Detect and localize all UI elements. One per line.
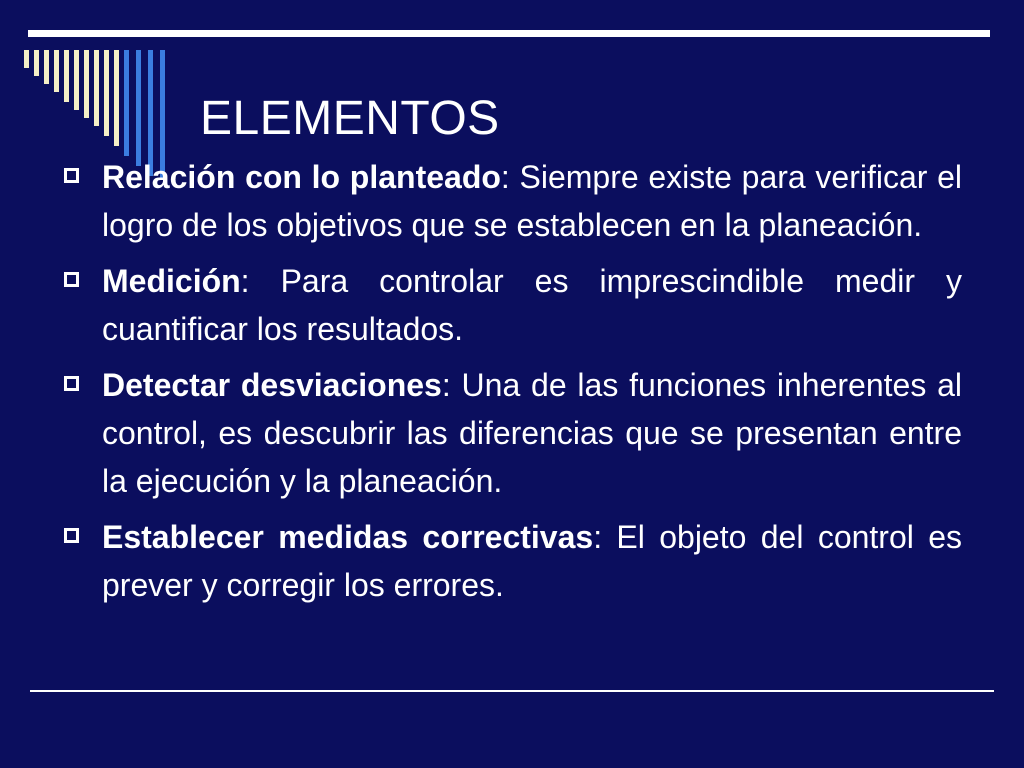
bullet-term: Relación con lo planteado — [102, 159, 501, 195]
hollow-square-bullet-icon — [64, 528, 79, 543]
top-rule — [28, 30, 990, 37]
bullet-item-relacion — [62, 153, 962, 249]
bullet-text: El objeto del control es prever y corregir los errores. — [102, 519, 963, 603]
bullet-separator: : — [240, 263, 250, 299]
stripe-7 — [84, 50, 89, 118]
bullet-item-medicion — [62, 257, 962, 353]
bullet-separator: : — [441, 367, 451, 403]
bullet-term: Detectar desviaciones — [102, 367, 442, 403]
stripe-5 — [64, 50, 69, 102]
bullet-text: Para controlar es imprescindible medir y cuantificar los resultados. — [102, 263, 962, 347]
stripe-9 — [104, 50, 109, 136]
bullet-list — [62, 153, 962, 617]
stripe-11 — [124, 50, 129, 156]
stripe-10 — [114, 50, 119, 146]
stripe-3 — [44, 50, 49, 84]
bullet-text: Una de las funciones inherentes al control, es descubrir las diferencias que se presentan entre la ejecución y la planeación. — [102, 367, 963, 499]
bottom-rule — [30, 690, 994, 692]
hollow-square-bullet-icon — [64, 168, 79, 183]
bullet-separator: : — [500, 159, 510, 195]
hollow-square-bullet-icon — [64, 272, 79, 287]
stripe-6 — [74, 50, 79, 110]
stripe-4 — [54, 50, 59, 92]
bullet-item-establecer — [62, 513, 962, 609]
bullet-separator: : — [593, 519, 603, 555]
stripe-12 — [136, 50, 141, 166]
stripe-8 — [94, 50, 99, 126]
bullet-term: Medición — [102, 263, 241, 299]
hollow-square-bullet-icon — [64, 376, 79, 391]
stripe-2 — [34, 50, 39, 76]
bullet-item-detectar — [62, 361, 962, 505]
bullet-text: Siempre existe para verificar el logro de los objetivos que se establecen en la planeación. — [102, 159, 963, 243]
stripe-1 — [24, 50, 29, 68]
slide-title: ELEMENTOS — [200, 92, 500, 145]
bullet-term: Establecer medidas correctivas — [102, 519, 594, 555]
